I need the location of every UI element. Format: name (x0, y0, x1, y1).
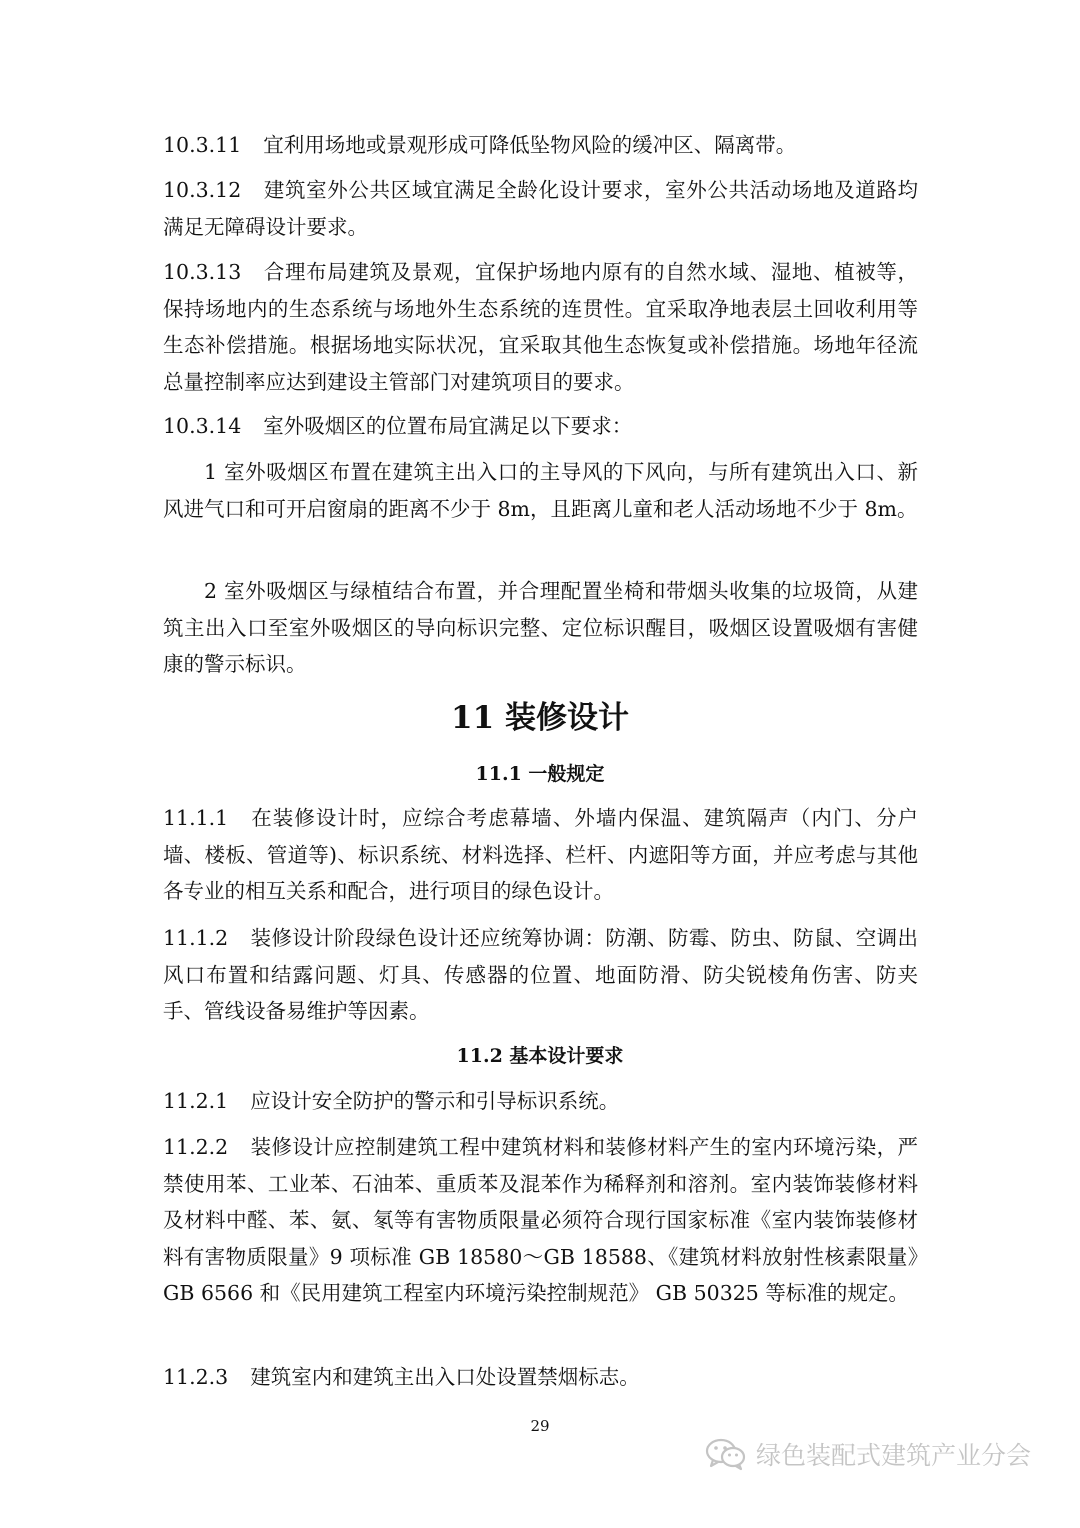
section-title-11-2: 11.2 基本设计要求 (456, 1045, 624, 1067)
clause-text: 建筑室内和建筑主出入口处设置禁烟标志。 (250, 1365, 640, 1389)
section-title-11-1: 11.1 一般规定 (475, 763, 605, 785)
clause-number: 10.3.13 (163, 260, 242, 284)
clause-text: 在装修设计时，应综合考虑幕墙、外墙内保温、建筑隔声（内门、分户墙、楼板、管道等)、标识系统、材料选择、栏杆、内遮阳等方面，并应考虑与其他各专业的相互关系和配合，进行项目的绿色设计。 (163, 806, 918, 903)
clause-number: 11.2.2 (163, 1135, 229, 1159)
clause-10-3-12 (163, 172, 918, 245)
clause-text: 装修设计阶段绿色设计还应统筹协调：防潮、防霉、防虫、防鼠、空调出风口布置和结露问题、灯具、传感器的位置、地面防滑、防尖锐棱角伤害、防夹手、管线设备易维护等因素。 (163, 926, 918, 1023)
clause-10-3-13 (163, 254, 918, 400)
list-item-smoking-2: 2 室外吸烟区与绿植结合布置，并合理配置坐椅和带烟头收集的垃圾筒，从建筑主出入口至室外吸烟区的导向标识完整、定位标识醒目，吸烟区设置吸烟有害健康的警示标识。 (163, 579, 918, 676)
clause-number: 10.3.14 (163, 414, 242, 438)
clause-number: 11.1.2 (163, 926, 229, 950)
clause-text: 宜利用场地或景观形成可降低坠物风险的缓冲区、隔离带。 (263, 133, 797, 157)
clause-number: 11.2.3 (163, 1365, 229, 1389)
clause-10-3-14 (163, 408, 918, 445)
wechat-icon (704, 1437, 748, 1471)
clause-11-1-2 (163, 920, 918, 1030)
clause-11-2-3 (163, 1359, 918, 1396)
clause-number: 11.1.1 (163, 806, 229, 830)
watermark (704, 1432, 1054, 1476)
list-item-smoking-1: 1 室外吸烟区布置在建筑主出入口的主导风的下风向，与所有建筑出入口、新风进气口和可开启窗扇的距离不少于 8m，且距离儿童和老人活动场地不少于 8m。 (163, 460, 918, 521)
clause-number: 11.2.1 (163, 1089, 229, 1113)
clause-10-3-11 (163, 127, 918, 164)
clause-11-1-1 (163, 800, 918, 910)
watermark-text: 绿色装配式建筑产业分会 (756, 1441, 1032, 1470)
clause-text: 室外吸烟区的位置布局宜满足以下要求： (263, 414, 633, 438)
clause-text: 应设计安全防护的警示和引导标识系统。 (250, 1089, 620, 1113)
clause-text: 建筑室外公共区域宜满足全龄化设计要求，室外公共活动场地及道路均满足无障碍设计要求。 (163, 178, 918, 239)
clause-text: 装修设计应控制建筑工程中建筑材料和装修材料产生的室内环境污染，严禁使用苯、工业苯、石油苯、重质苯及混苯作为稀释剂和溶剂。室内装饰装修材料及材料中醛、苯、氨、氡等有害物质限量必须符合现行国家标准《室内装饰装修材料有害物质限量》9 项标准 GB 18580～GB 18588、《建筑材料放射性核素限量》GB 6566 和《民用建筑工程室内环境污染控制规范》 GB 50325 等标准的规定。 (163, 1135, 918, 1305)
clause-11-2-2 (163, 1129, 918, 1312)
page-number: 29 (530, 1417, 550, 1435)
clause-text: 合理布局建筑及景观，宜保护场地内原有的自然水域、湿地、植被等，保持场地内的生态系统与场地外生态系统的连贯性。宜采取净地表层土回收利用等生态补偿措施。根据场地实际状况，宜采取其他生态恢复或补偿措施。场地年径流总量控制率应达到建设主管部门对建筑项目的要求。 (163, 260, 918, 394)
clause-11-2-1 (163, 1083, 918, 1120)
chapter-title: 11 装修设计 (451, 700, 629, 736)
clause-number: 10.3.12 (163, 178, 242, 202)
clause-number: 10.3.11 (163, 133, 242, 157)
